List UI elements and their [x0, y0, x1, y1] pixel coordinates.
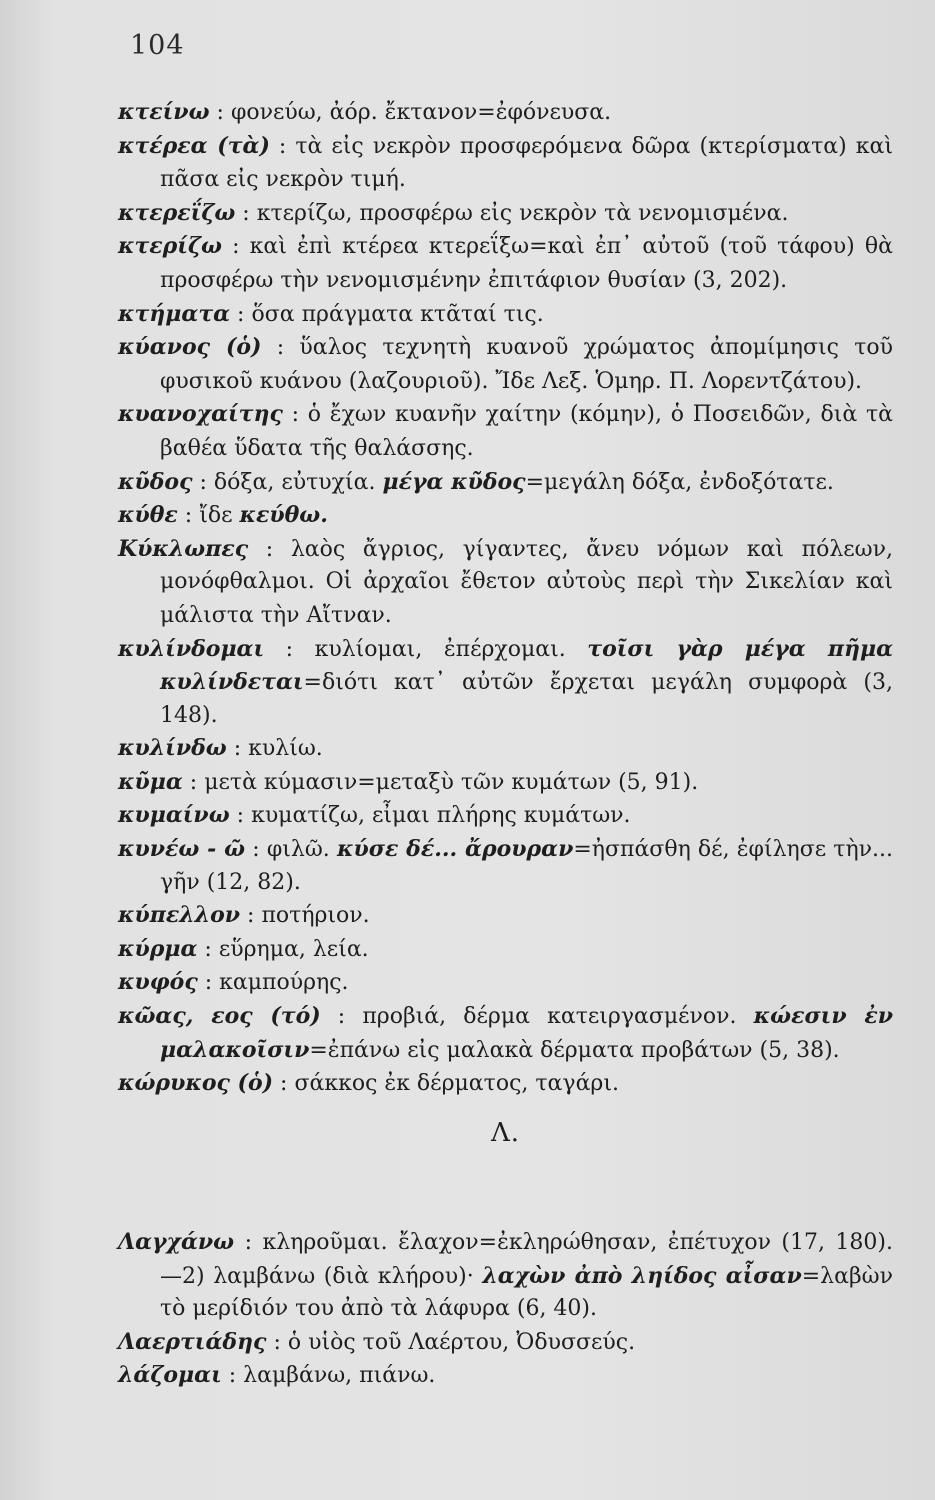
entry-definition: κυματίζω, εἶμαι πλήρης κυμάτων.: [251, 803, 631, 829]
entry-headword: κτέρεα (τὰ): [118, 132, 270, 159]
dictionary-entry: [118, 1359, 893, 1393]
entry-definition: ἴδε: [199, 503, 240, 529]
dictionary-entry: [118, 1067, 893, 1101]
entry-definition: φιλῶ.: [266, 837, 337, 863]
dictionary-entry: [118, 966, 893, 1000]
section-lambda: [118, 1118, 893, 1393]
entry-separator: :: [282, 402, 308, 428]
entry-definition: καὶ ἐπὶ κτέρεα κτερεΐξω=καὶ ἐπ᾽ αὐτοῦ (τοῦ τάφου) θὰ προσφέρω τὴν νενομισμένην ἐπιτάφιον θυσίαν (3, 202).: [160, 234, 894, 293]
entry-separator: :: [226, 736, 249, 762]
entry-quotation: κώεσιν ἐν μαλακοῖσιν: [160, 1003, 893, 1063]
entry-headword: κῦμα: [118, 768, 183, 795]
entry-definition: φονεύω, ἀόρ. ἔκτανον=ἐφόνευσα.: [230, 100, 612, 125]
entry-separator: :: [230, 301, 252, 327]
entry-definition: κτερίζω, προσφέρω εἰς νεκρὸν τὰ νενομισμένα.: [256, 200, 789, 226]
dictionary-entry: [118, 130, 893, 197]
dictionary-entry: [118, 799, 893, 833]
entry-quotation: κεύθω.: [239, 502, 328, 529]
entry-definition: μετὰ κύμασιν=μεταξὺ τῶν κυμάτων (5, 91).: [204, 769, 699, 795]
entry-headword: κυλίνδομαι: [118, 635, 265, 662]
entry-definition: ὁ υἱὸς τοῦ Λαέρτου, Ὀδυσσεύς.: [287, 1329, 636, 1355]
dictionary-entry: [118, 1000, 893, 1067]
entry-headword: κῦδος: [118, 468, 193, 495]
entry-separator: :: [192, 469, 214, 495]
entry-headword: κυανοχαίτης: [118, 401, 283, 428]
entry-separator: :: [235, 200, 257, 226]
entry-headword: κυφός: [118, 969, 198, 996]
dictionary-entry: [118, 533, 893, 633]
entry-definition: εὕρημα, λεία.: [218, 936, 369, 962]
entry-headword: κῶας, εος (τό): [118, 1003, 321, 1030]
entry-quotation: μέγα κῦδος: [382, 468, 526, 495]
entry-separator: :: [209, 100, 231, 125]
dictionary-entry: [118, 466, 893, 500]
entry-headword: κύπελλον: [118, 902, 241, 929]
dictionary-entry: [118, 230, 893, 297]
entry-definition: ὕαλος τεχνητὴ κυανοῦ χρώματος ἀπομίμησις τοῦ φυσικοῦ κυάνου (λαζουριοῦ). Ἴδε Λεξ. Ὁμηρ. Π. Λορεντζάτου).: [160, 335, 893, 394]
entry-definition: λαμβάνω, πιάνω.: [243, 1363, 436, 1389]
dictionary-entry: [118, 766, 893, 800]
entry-headword: κυλίνδω: [118, 735, 227, 762]
entry-headword: κτείνω: [118, 99, 210, 125]
entry-separator: :: [182, 769, 205, 795]
entry-separator: :: [177, 503, 200, 529]
dictionary-entry: [118, 899, 893, 933]
entry-headword: Λαγχάνω: [118, 1229, 235, 1255]
entry-separator: :: [261, 335, 300, 361]
entry-definition: κληροῦμαι. ἔλαχον=ἐκληρώθησαν, ἐπέτυχον (17, 180).—2) λαμβάνω (διὰ κλήρου)·: [160, 1230, 893, 1289]
entry-separator: :: [264, 636, 315, 662]
dictionary-entry: [118, 96, 893, 130]
dictionary-entries-k: [118, 96, 893, 1101]
entry-separator: :: [229, 803, 252, 829]
entry-separator: :: [234, 1230, 263, 1255]
entry-definition: προβιά, δέρμα κατειργασμένον.: [362, 1004, 754, 1030]
entry-definition: τὰ εἰς νεκρὸν προσφερόμενα δῶρα (κτερίσματα) καὶ πᾶσα εἰς νεκρὸν τιμή.: [160, 133, 894, 193]
entry-separator: :: [320, 1004, 363, 1030]
entry-headword: κύθε: [118, 502, 178, 529]
dictionary-entry: [118, 331, 893, 398]
dictionary-entry: [118, 197, 893, 231]
dictionary-entry: [118, 933, 893, 967]
entry-separator: :: [248, 536, 291, 562]
entry-separator: :: [197, 936, 219, 962]
entry-definition: σάκκος ἐκ δέρματος, ταγάρι.: [294, 1071, 619, 1097]
entry-headword: κώρυκος (ὁ): [118, 1070, 274, 1097]
dictionary-entry: [118, 633, 893, 733]
entry-separator: :: [245, 837, 267, 863]
entry-gloss: =λαβὼν τὸ μερίδιόν του ἀπὸ τὰ λάφυρα (6, 40).: [160, 1263, 893, 1322]
entry-headword: κτήματα: [118, 300, 231, 327]
entry-headword: κύρμα: [118, 935, 198, 962]
entry-headword: κυμαίνω: [118, 802, 230, 829]
entry-headword: κύανος (ὁ): [118, 334, 262, 361]
entry-headword: κτερεΐζω: [118, 199, 236, 226]
page-number: 104: [130, 30, 185, 61]
entry-headword: κτερίζω: [118, 233, 222, 260]
entry-quotation: κύσε δέ... ἄρουραν: [336, 836, 574, 863]
entry-headword: Κύκλωπες: [118, 535, 249, 562]
dictionary-entry: [118, 1226, 893, 1326]
dictionary-entries-l: [118, 1226, 893, 1393]
dictionary-entry: [118, 499, 893, 533]
entry-separator: :: [269, 133, 296, 159]
entry-definition: ὅσα πράγματα κτᾶταί τις.: [251, 301, 544, 327]
entry-gloss: =ἐπάνω εἰς μαλακὰ δέρματα προβάτων (5, 38).: [309, 1037, 840, 1063]
section-letter: Λ.: [490, 1118, 521, 1148]
entry-headword: Λαερτιάδης: [118, 1328, 267, 1355]
entry-separator: :: [197, 970, 220, 996]
dictionary-entry: [118, 1326, 893, 1360]
entry-separator: :: [273, 1071, 295, 1097]
entry-definition: δόξα, εὐτυχία.: [213, 469, 383, 495]
entry-separator: :: [221, 234, 250, 260]
entry-quotation: τοῖσι γὰρ μέγα πῆμα κυλίνδεται: [160, 635, 893, 696]
entry-separator: :: [221, 1363, 244, 1389]
entry-definition: ποτήριον.: [261, 903, 370, 929]
entry-separator: :: [266, 1329, 288, 1355]
entry-definition: λαὸς ἄγριος, γίγαντες, ἄνευ νόμων καὶ πόλεων, μονόφθαλμοι. Οἱ ἀρχαῖοι ἔθετον αὐτοὺς περὶ τὴν Σικελίαν καὶ μάλιστα τὴν Αἴτναν.: [160, 536, 893, 628]
entry-separator: :: [240, 903, 262, 929]
entry-quotation: λαχὼν ἀπὸ ληίδος αἶσαν: [482, 1262, 802, 1289]
entry-gloss: =μεγάλη δόξα, ἐνδοξότατε.: [525, 469, 834, 495]
entry-headword: λάζομαι: [118, 1362, 222, 1389]
entry-definition: ὁ ἔχων κυανῆν χαίτην (κόμην), ὁ Ποσειδῶν, διὰ τὰ βαθέα ὕδατα τῆς θαλάσσης.: [160, 402, 893, 461]
dictionary-entry: [118, 298, 893, 332]
entry-definition: κυλίομαι, ἐπέρχομαι.: [314, 636, 588, 662]
dictionary-entry: [118, 398, 893, 465]
entry-definition: κυλίω.: [248, 736, 323, 762]
entry-definition: καμπούρης.: [219, 970, 349, 996]
entry-gloss: =ἠσπάσθη δέ, ἐφίλησε τὴν... γῆν (12, 82).: [160, 837, 893, 895]
entry-gloss: =διότι κατ᾽ αὐτῶν ἔρχεται μεγάλη συμφορὰ (3, 148).: [160, 670, 893, 728]
entry-headword: κυνέω - ῶ: [118, 836, 246, 863]
dictionary-entry: [118, 732, 893, 766]
dictionary-entry: [118, 833, 893, 899]
